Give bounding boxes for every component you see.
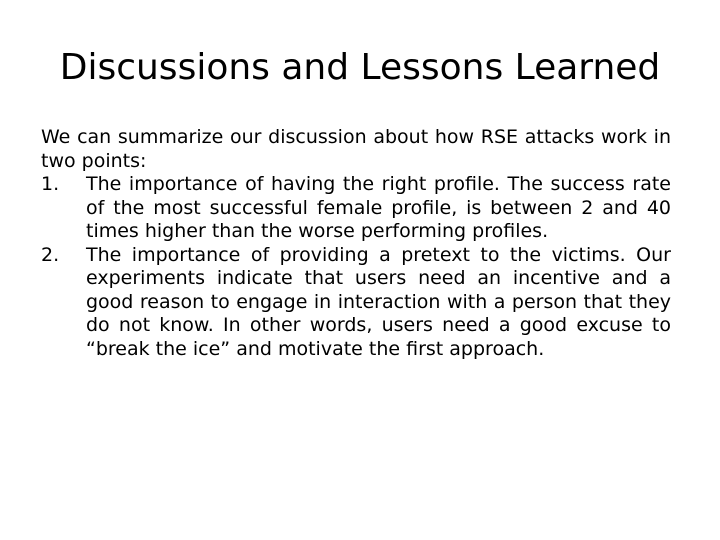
list-item: [41, 244, 671, 362]
slide-body: [41, 126, 671, 361]
slide-title: Discussions and Lessons Learned: [59, 47, 661, 88]
numbered-list: [41, 173, 671, 361]
list-item-text: The importance of having the right profile. The success rate of the most successful female profile, is between 2 and 40 times higher than the worse performing profiles.: [86, 173, 671, 242]
list-item-text: The importance of providing a pretext to the victims. Our experiments indicate that users need an incentive and a good reason to engage in interaction with a person that they do not know. In other words, users need a good excuse to “break the ice” and motivate the first approach.: [86, 243, 671, 360]
list-item-number: 2.: [41, 243, 60, 266]
intro-text: We can summarize our discussion about how RSE attacks work in two points:: [41, 126, 671, 172]
list-item-number: 1.: [41, 173, 60, 195]
list-item: [41, 173, 671, 244]
